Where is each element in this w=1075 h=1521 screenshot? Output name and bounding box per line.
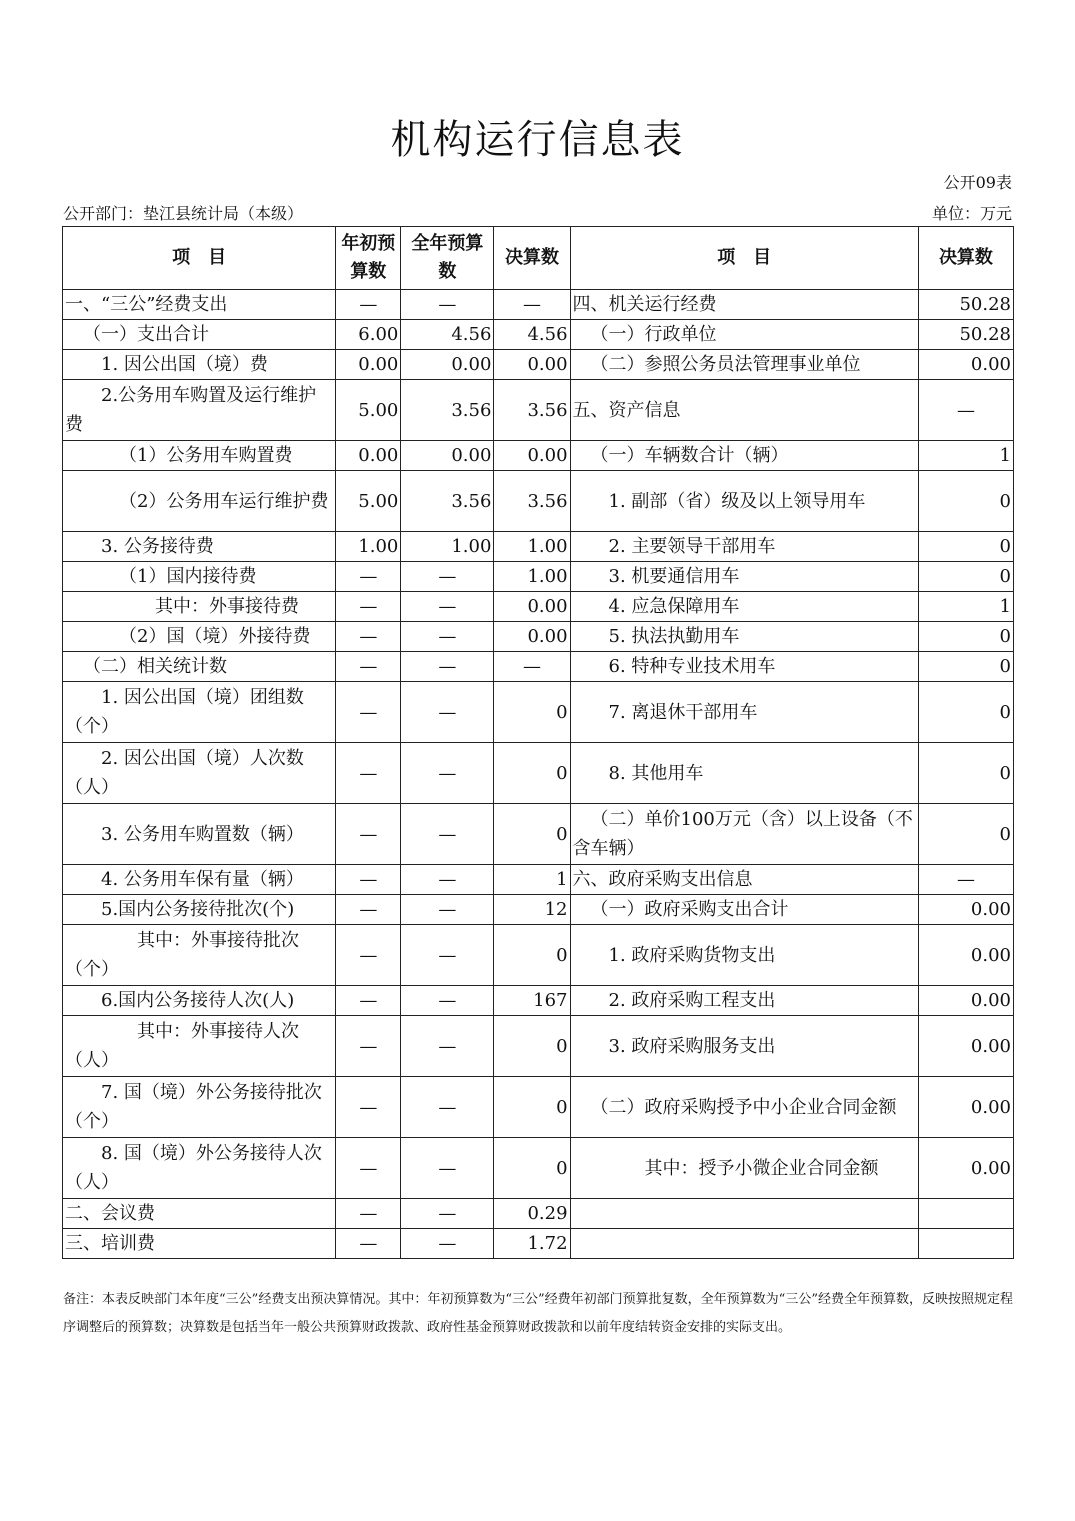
row-initial-budget: 1.00 [336,532,401,562]
row-item-label: 6.国内公务接待人次(人) [63,986,336,1016]
row-initial-budget: — [336,622,401,652]
row-final: 1.00 [494,532,570,562]
row-full-year-budget: 1.00 [401,532,494,562]
row-item-right-label: 六、政府采购支出信息 [570,865,918,895]
row-item-label: 1. 因公出国（境）费 [63,350,336,380]
row-item-right-label [570,1199,918,1229]
table-header-row [63,227,1014,290]
row-item-right-label: 6. 特种专业技术用车 [570,652,918,682]
row-item-right-label: 2. 主要领导干部用车 [570,532,918,562]
row-item-label: 2. 因公出国（境）人次数（人） [63,743,336,804]
table-row [63,743,1014,804]
department-label: 公开部门：垫江县统计局（本级） [63,204,304,223]
row-item-label: 3. 公务用车购置数（辆） [63,804,336,865]
row-full-year-budget: — [401,1016,494,1077]
row-full-year-budget: — [401,290,494,320]
row-final: 0 [494,743,570,804]
table-row [63,895,1014,925]
row-item-label: （1）国内接待费 [63,562,336,592]
table-row [63,350,1014,380]
row-final-right: 0.00 [918,350,1013,380]
row-final-right: 0.00 [918,1138,1013,1199]
unit-label: 单位：万元 [931,204,1012,223]
header-initial-budget: 年初预算数 [336,227,401,290]
row-full-year-budget: — [401,986,494,1016]
row-item-right-label: 1. 政府采购货物支出 [570,925,918,986]
row-full-year-budget: 0.00 [401,441,494,471]
table-row [63,562,1014,592]
row-full-year-budget: — [401,682,494,743]
row-final: 0.29 [494,1199,570,1229]
row-item-label: 三、培训费 [63,1229,336,1259]
row-item-label: 一、“三公”经费支出 [63,290,336,320]
row-final: — [494,652,570,682]
row-item-right-label: 5. 执法执勤用车 [570,622,918,652]
table-row [63,471,1014,532]
row-initial-budget: — [336,986,401,1016]
row-final-right: — [918,865,1013,895]
header-full-year-budget: 全年预算数 [401,227,494,290]
row-full-year-budget: — [401,1138,494,1199]
row-item-right-label: 五、资产信息 [570,380,918,441]
header-final-right: 决算数 [918,227,1013,290]
table-row [63,1077,1014,1138]
row-initial-budget: — [336,562,401,592]
row-item-label: 1. 因公出国（境）团组数（个） [63,682,336,743]
row-full-year-budget: — [401,925,494,986]
row-final-right: 0 [918,804,1013,865]
row-final: 3.56 [494,471,570,532]
row-full-year-budget: — [401,865,494,895]
row-item-right-label: （一）车辆数合计（辆） [570,441,918,471]
row-item-label: （二）相关统计数 [63,652,336,682]
row-final: 0 [494,1016,570,1077]
row-final-right: 50.28 [918,290,1013,320]
row-final-right: 0 [918,471,1013,532]
row-item-right-label: 3. 政府采购服务支出 [570,1016,918,1077]
row-final: 12 [494,895,570,925]
row-item-label: （一）支出合计 [63,320,336,350]
row-item-right-label: 4. 应急保障用车 [570,592,918,622]
row-final: 0.00 [494,622,570,652]
row-final: 167 [494,986,570,1016]
table-row [63,682,1014,743]
header-item-right: 项 目 [570,227,918,290]
row-initial-budget: — [336,743,401,804]
row-item-right-label: 其中：授予小微企业合同金额 [570,1138,918,1199]
row-item-label: （2）公务用车运行维护费 [63,471,336,532]
table-row [63,441,1014,471]
row-final: 4.56 [494,320,570,350]
row-final: 0 [494,804,570,865]
row-final-right: 50.28 [918,320,1013,350]
row-initial-budget: — [336,290,401,320]
row-item-label: 其中：外事接待人次（人） [63,1016,336,1077]
row-initial-budget: — [336,804,401,865]
row-final: 1.72 [494,1229,570,1259]
row-item-label: 2.公务用车购置及运行维护费 [63,380,336,441]
row-final: 0 [494,1138,570,1199]
row-full-year-budget: — [401,652,494,682]
row-final-right: 0.00 [918,1077,1013,1138]
row-item-label: 其中：外事接待批次（个） [63,925,336,986]
row-item-right-label [570,1229,918,1259]
row-final-right: 0 [918,743,1013,804]
row-initial-budget: 5.00 [336,471,401,532]
table-code: 公开09表 [943,173,1012,192]
row-full-year-budget: 3.56 [401,471,494,532]
row-initial-budget: — [336,682,401,743]
row-initial-budget: 0.00 [336,441,401,471]
row-full-year-budget: — [401,1229,494,1259]
table-row [63,925,1014,986]
row-full-year-budget: 0.00 [401,350,494,380]
row-final-right: 0.00 [918,1016,1013,1077]
table-row [63,865,1014,895]
row-item-label: 7. 国（境）外公务接待批次（个） [63,1077,336,1138]
row-item-right-label: （二）政府采购授予中小企业合同金额 [570,1077,918,1138]
table-row [63,290,1014,320]
row-final-right: 1 [918,592,1013,622]
table-row [63,622,1014,652]
table-row [63,1016,1014,1077]
row-final: 0 [494,1077,570,1138]
row-initial-budget: 6.00 [336,320,401,350]
row-full-year-budget: — [401,804,494,865]
row-item-right-label: 1. 副部（省）级及以上领导用车 [570,471,918,532]
row-item-label: （1）公务用车购置费 [63,441,336,471]
row-initial-budget: — [336,652,401,682]
row-full-year-budget: 4.56 [401,320,494,350]
row-full-year-budget: 3.56 [401,380,494,441]
row-full-year-budget: — [401,592,494,622]
row-initial-budget: — [336,1229,401,1259]
row-initial-budget: — [336,592,401,622]
row-final: 1.00 [494,562,570,592]
row-item-right-label: 7. 离退休干部用车 [570,682,918,743]
page-title: 机构运行信息表 [390,117,685,163]
row-item-right-label: （二）单价100万元（含）以上设备（不含车辆） [570,804,918,865]
row-item-right-label: （一）行政单位 [570,320,918,350]
row-item-label: 8. 国（境）外公务接待人次（人） [63,1138,336,1199]
row-initial-budget: — [336,1199,401,1229]
row-final-right: 0.00 [918,986,1013,1016]
row-item-label: 5.国内公务接待批次(个) [63,895,336,925]
info-table [62,226,1014,1259]
row-full-year-budget: — [401,743,494,804]
table-row [63,1199,1014,1229]
row-item-right-label: 8. 其他用车 [570,743,918,804]
row-final-right: 0 [918,622,1013,652]
row-item-label: 二、会议费 [63,1199,336,1229]
table-row [63,380,1014,441]
row-item-right-label: （一）政府采购支出合计 [570,895,918,925]
row-final: — [494,290,570,320]
table-body [63,290,1014,1259]
table-row [63,1229,1014,1259]
row-initial-budget: — [336,1016,401,1077]
row-full-year-budget: — [401,622,494,652]
row-initial-budget: — [336,865,401,895]
row-final: 0 [494,925,570,986]
row-item-right-label: （二）参照公务员法管理事业单位 [570,350,918,380]
row-final: 0.00 [494,441,570,471]
row-full-year-budget: — [401,1077,494,1138]
row-item-right-label: 2. 政府采购工程支出 [570,986,918,1016]
table-row [63,532,1014,562]
row-item-label: 4. 公务用车保有量（辆） [63,865,336,895]
row-initial-budget: 5.00 [336,380,401,441]
table-row [63,652,1014,682]
row-final-right: 1 [918,441,1013,471]
row-final: 0 [494,682,570,743]
row-initial-budget: — [336,1077,401,1138]
row-item-right-label: 3. 机要通信用车 [570,562,918,592]
header-final: 决算数 [494,227,570,290]
row-final-right: 0 [918,562,1013,592]
row-full-year-budget: — [401,1199,494,1229]
row-final-right: 0.00 [918,895,1013,925]
row-final-right: 0 [918,682,1013,743]
row-initial-budget: — [336,925,401,986]
table-row [63,592,1014,622]
row-full-year-budget: — [401,562,494,592]
row-final-right: 0.00 [918,925,1013,986]
footnote: 备注：本表反映部门本年度“三公”经费支出预决算情况。其中：年初预算数为“三公”经费年初部门预算批复数，全年预算数为“三公”经费全年预算数，反映按照规定程序调整后的预算数；决算数是包括当年一般公共预算财政拨款、政府性基金预算财政拨款和以前年度结转资金安排的实际支出。 [63,1292,1013,1335]
row-final: 0.00 [494,350,570,380]
row-initial-budget: 0.00 [336,350,401,380]
row-initial-budget: — [336,1138,401,1199]
table-row [63,1138,1014,1199]
row-final: 3.56 [494,380,570,441]
row-final-right: — [918,380,1013,441]
table-row [63,804,1014,865]
header-item: 项 目 [63,227,336,290]
row-item-label: 3. 公务接待费 [63,532,336,562]
row-item-right-label: 四、机关运行经费 [570,290,918,320]
row-initial-budget: — [336,895,401,925]
table-row [63,986,1014,1016]
row-full-year-budget: — [401,895,494,925]
row-final: 1 [494,865,570,895]
row-final: 0.00 [494,592,570,622]
row-item-label: （2）国（境）外接待费 [63,622,336,652]
row-final-right [918,1229,1013,1259]
row-final-right: 0 [918,652,1013,682]
row-final-right [918,1199,1013,1229]
row-item-label: 其中：外事接待费 [63,592,336,622]
row-final-right: 0 [918,532,1013,562]
table-row [63,320,1014,350]
